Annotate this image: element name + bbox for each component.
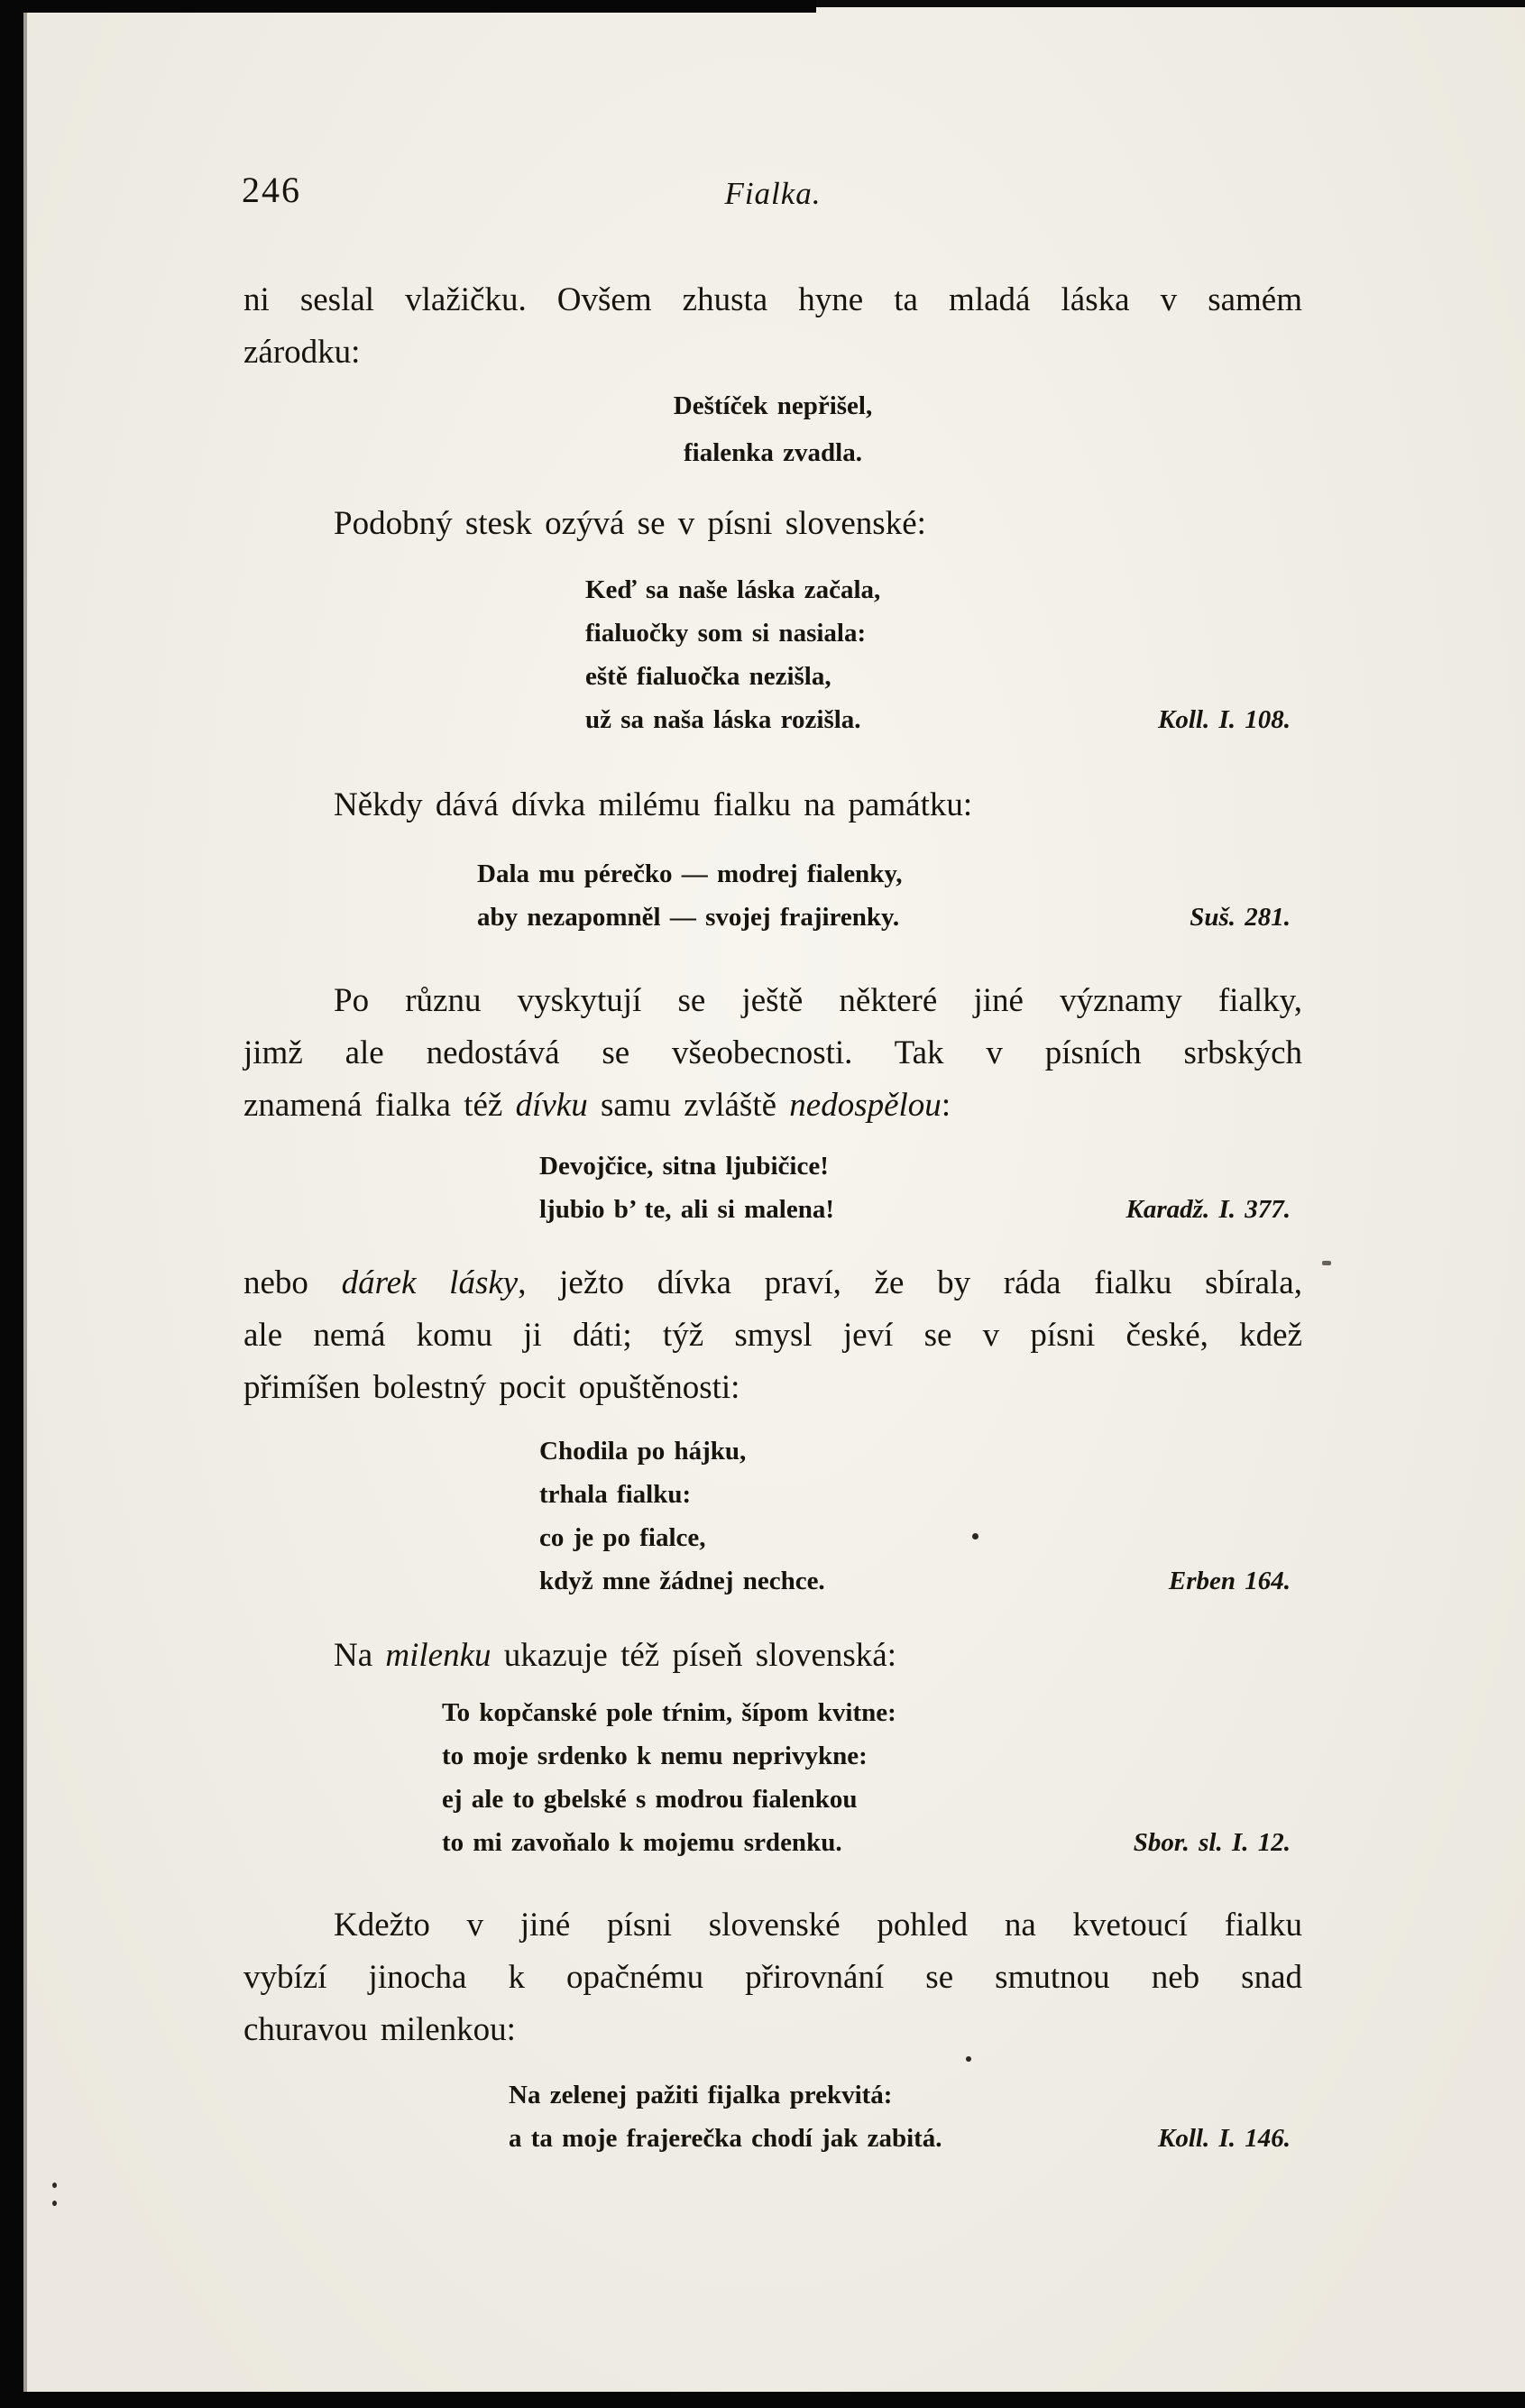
citation-sbor-12: Sbor. sl. I. 12. (1133, 1828, 1291, 1857)
paragraph-2 (243, 498, 1302, 550)
text-line: jimž ale nedostává se všeobecnosti. Tak v písních srbských (243, 1034, 1302, 1071)
verse-line: ej ale to gbelské s modrou fialenkou (442, 1785, 858, 1814)
verse-line: trhala fialku: (539, 1480, 692, 1509)
paragraph-5 (243, 1257, 1302, 1414)
text-line: Podobný stesk ozývá se v písni slovenské: (334, 505, 926, 542)
verse-line: to mi zavoňalo k mojemu srdenku. (442, 1828, 842, 1857)
verse-line: a ta moje frajerečka chodí jak zabitá. (509, 2124, 942, 2153)
verse-line: fialenka zvadla. (684, 438, 862, 467)
verse-line: Keď sa naše láska začala, (585, 575, 881, 604)
text-line (243, 1080, 1302, 1132)
text-line: Kdežto v jiné písni slovenské pohled na kvetoucí fialku (334, 1907, 1302, 1944)
paragraph-1 (243, 274, 1302, 379)
verse-line: Dala mu pérečko — modrej fialenky, (477, 859, 903, 888)
verse-line: Deštíček nepřišel, (673, 391, 873, 420)
text-line: churavou milenkou: (243, 2011, 516, 2048)
verse-line: Chodila po hájku, (539, 1437, 747, 1466)
verse-6 (442, 1691, 896, 1864)
text-line: Po různu vyskytují se ještě některé jiné významy fialky, (334, 982, 1302, 1019)
verse-line: Na zelenej pažiti fijalka prekvitá: (509, 2081, 893, 2109)
text-line (243, 1257, 1302, 1310)
scan-edge-top-thick (0, 0, 816, 13)
verse-line: co je po fialce, (539, 1523, 706, 1552)
text-line: ni seslal vlažičku. Ovšem zhusta hyne ta mladá láska v samém (243, 281, 1302, 318)
text-line: ale nemá komu ji dáti; týž smysl jeví se v písni české, kdež (243, 1317, 1302, 1354)
text-segment: nebo (243, 1264, 342, 1301)
verse-line: fialuočky som si nasiala: (585, 619, 867, 648)
text-segment: samu zvláště (587, 1087, 790, 1124)
scan-edge-top-thin (816, 0, 1525, 7)
page-number: 246 (242, 170, 301, 210)
text-segment-italic: dívku (515, 1087, 588, 1124)
text-line (243, 1630, 1302, 1682)
text-line: přimíšen bolestný pocit opuštěnosti: (243, 1369, 740, 1406)
text-segment: : (941, 1087, 951, 1124)
paragraph-3 (243, 779, 1302, 832)
verse-2 (585, 568, 880, 741)
text-segment: ukazuje též píseň slovenská: (491, 1637, 897, 1674)
scan-speck (52, 2183, 57, 2188)
paragraph-4 (243, 975, 1302, 1132)
text-line: vybízí jinocha k opačnému přirovnání se smutnou neb snad (243, 1959, 1302, 1996)
text-segment-italic: nedospělou (789, 1087, 942, 1124)
text-segment: , ježto dívka praví, že by ráda fialku sbírala, (518, 1264, 1302, 1301)
citation-karadz-377: Karadž. I. 377. (1125, 1195, 1291, 1224)
text-line: Někdy dává dívka milému fialku na památku: (334, 786, 973, 823)
paragraph-7 (243, 1899, 1302, 2056)
text-segment: Na (334, 1637, 386, 1674)
scan-speck (972, 1533, 978, 1539)
scan-speck (966, 2056, 971, 2062)
verse-line: To kopčanské pole tŕnim, šípom kvitne: (442, 1698, 896, 1727)
text-segment-italic: milenku (385, 1637, 491, 1674)
verse-3 (477, 852, 902, 939)
verse-7 (509, 2073, 942, 2160)
text-line: zárodku: (243, 334, 361, 371)
scan-edge-left-shadow (23, 0, 27, 2408)
citation-koll-108: Koll. I. 108. (1158, 705, 1291, 734)
citation-sus-281: Suš. 281. (1190, 903, 1291, 932)
citation-erben-164: Erben 164. (1168, 1567, 1291, 1595)
verse-line: to moje srdenko k nemu neprivykne: (442, 1742, 868, 1770)
verse-line: když mne žádnej nechce. (539, 1567, 825, 1595)
paragraph-6 (243, 1630, 1302, 1682)
scan-speck (52, 2201, 57, 2206)
scan-edge-bottom (0, 2392, 1525, 2408)
verse-1 (243, 382, 1302, 476)
scan-speck (1322, 1261, 1331, 1265)
verse-line: aby nezapomněl — svojej frajirenky. (477, 903, 900, 932)
text-segment-italic: dárek lásky (341, 1264, 519, 1301)
verse-line: ljubio b’ te, ali si malena! (539, 1195, 835, 1224)
verse-line: už sa naša láska rozišla. (585, 705, 861, 734)
verse-4 (539, 1144, 834, 1231)
verse-5 (539, 1429, 825, 1603)
verse-line: Devojčice, sitna ljubičice! (539, 1152, 829, 1181)
scan-edge-left (0, 0, 23, 2408)
citation-koll-146: Koll. I. 146. (1158, 2124, 1291, 2153)
text-segment: znamená fialka též (243, 1087, 516, 1124)
running-header: Fialka. (724, 176, 822, 211)
verse-line: eště fialuočka nezišla, (585, 662, 831, 691)
